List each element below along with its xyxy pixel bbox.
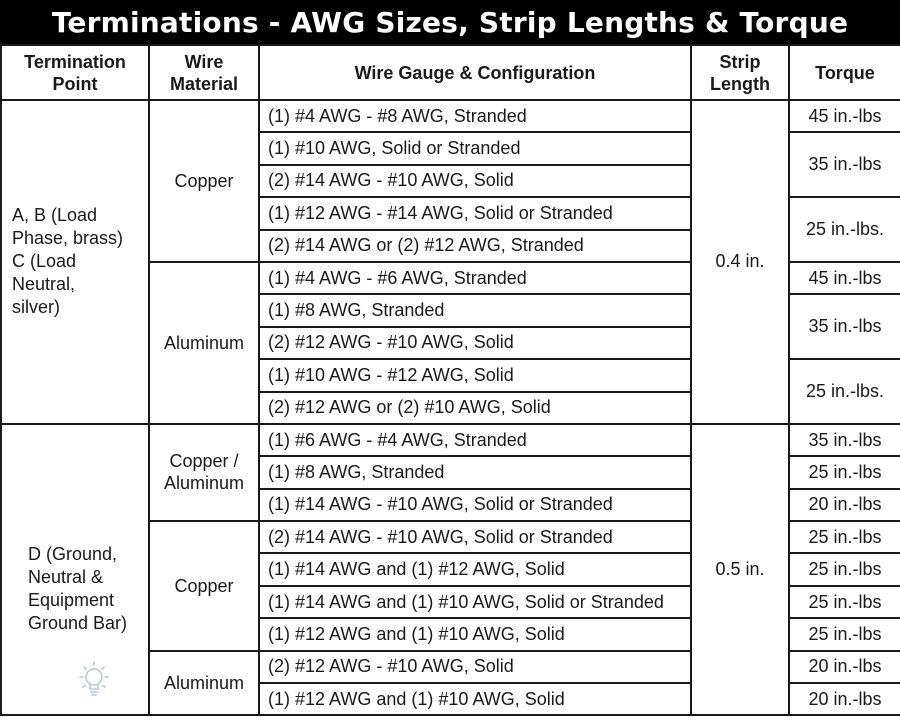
torque-cell: 20 in.-lbs [789, 651, 900, 683]
header-strip-length: Strip Length [691, 45, 789, 100]
torque-cell: 35 in.-lbs [789, 294, 900, 359]
torque-cell: 35 in.-lbs [789, 132, 900, 197]
strip-length-abc: 0.4 in. [691, 100, 789, 424]
page-title: Terminations - AWG Sizes, Strip Lengths & Torque [0, 0, 900, 44]
header-wire-gauge: Wire Gauge & Configuration [259, 45, 691, 100]
wire-gauge-cell: (1) #6 AWG - #4 AWG, Stranded [259, 424, 691, 456]
torque-cell: 20 in.-lbs [789, 683, 900, 715]
wire-material-aluminum: Aluminum [149, 262, 259, 424]
wire-material-copper: Copper [149, 100, 259, 262]
header-termination-point: Termination Point [1, 45, 149, 100]
termination-point-d [1, 424, 149, 716]
header-torque: Torque [789, 45, 900, 100]
wire-gauge-cell: (1) #12 AWG and (1) #10 AWG, Solid [259, 618, 691, 650]
header-row [1, 45, 900, 100]
torque-cell: 35 in.-lbs [789, 424, 900, 456]
wire-gauge-cell: (1) #10 AWG - #12 AWG, Solid [259, 359, 691, 391]
table-row [1, 424, 900, 456]
wire-gauge-cell: (1) #14 AWG - #10 AWG, Solid or Stranded [259, 489, 691, 521]
wire-material-aluminum: Aluminum [149, 651, 259, 716]
wire-gauge-cell: (1) #14 AWG and (1) #12 AWG, Solid [259, 553, 691, 585]
termination-point-abc: A, B (Load Phase, brass) C (Load Neutral, silver) [1, 100, 149, 424]
torque-cell: 25 in.-lbs [789, 618, 900, 650]
strip-length-d: 0.5 in. [691, 424, 789, 716]
termination-point-d-text: D (Ground, Neutral & Equipment Ground Bar) [28, 543, 128, 633]
torque-cell: 25 in.-lbs [789, 521, 900, 553]
torque-cell: 25 in.-lbs. [789, 197, 900, 262]
header-wire-material: Wire Material [149, 45, 259, 100]
lightbulb-icon [72, 658, 116, 702]
wire-material-copper-aluminum: Copper / Aluminum [149, 424, 259, 521]
torque-cell: 25 in.-lbs [789, 553, 900, 585]
wire-gauge-cell: (2) #14 AWG - #10 AWG, Solid [259, 165, 691, 197]
termination-point-d-wrap [28, 425, 144, 715]
wire-gauge-cell: (1) #4 AWG - #6 AWG, Stranded [259, 262, 691, 294]
wire-gauge-cell: (1) #4 AWG - #8 AWG, Stranded [259, 100, 691, 132]
wire-gauge-cell: (2) #12 AWG - #10 AWG, Solid [259, 327, 691, 359]
wire-gauge-cell: (2) #12 AWG - #10 AWG, Solid [259, 651, 691, 683]
torque-cell: 25 in.-lbs. [789, 359, 900, 424]
wire-gauge-cell: (1) #12 AWG - #14 AWG, Solid or Stranded [259, 197, 691, 229]
torque-cell: 20 in.-lbs [789, 489, 900, 521]
torque-cell: 25 in.-lbs [789, 456, 900, 488]
wire-gauge-cell: (2) #14 AWG - #10 AWG, Solid or Stranded [259, 521, 691, 553]
table-row [1, 100, 900, 132]
wire-gauge-cell: (1) #12 AWG and (1) #10 AWG, Solid [259, 683, 691, 715]
wire-gauge-cell: (1) #10 AWG, Solid or Stranded [259, 132, 691, 164]
torque-cell: 45 in.-lbs [789, 262, 900, 294]
wire-gauge-cell: (1) #8 AWG, Stranded [259, 294, 691, 326]
torque-cell: 45 in.-lbs [789, 100, 900, 132]
wire-material-copper: Copper [149, 521, 259, 651]
wire-gauge-cell: (2) #14 AWG or (2) #12 AWG, Stranded [259, 230, 691, 262]
wire-gauge-cell: (2) #12 AWG or (2) #10 AWG, Solid [259, 392, 691, 424]
torque-cell: 25 in.-lbs [789, 586, 900, 618]
terminations-table [0, 44, 900, 716]
wire-gauge-cell: (1) #8 AWG, Stranded [259, 456, 691, 488]
wire-gauge-cell: (1) #14 AWG and (1) #10 AWG, Solid or Stranded [259, 586, 691, 618]
